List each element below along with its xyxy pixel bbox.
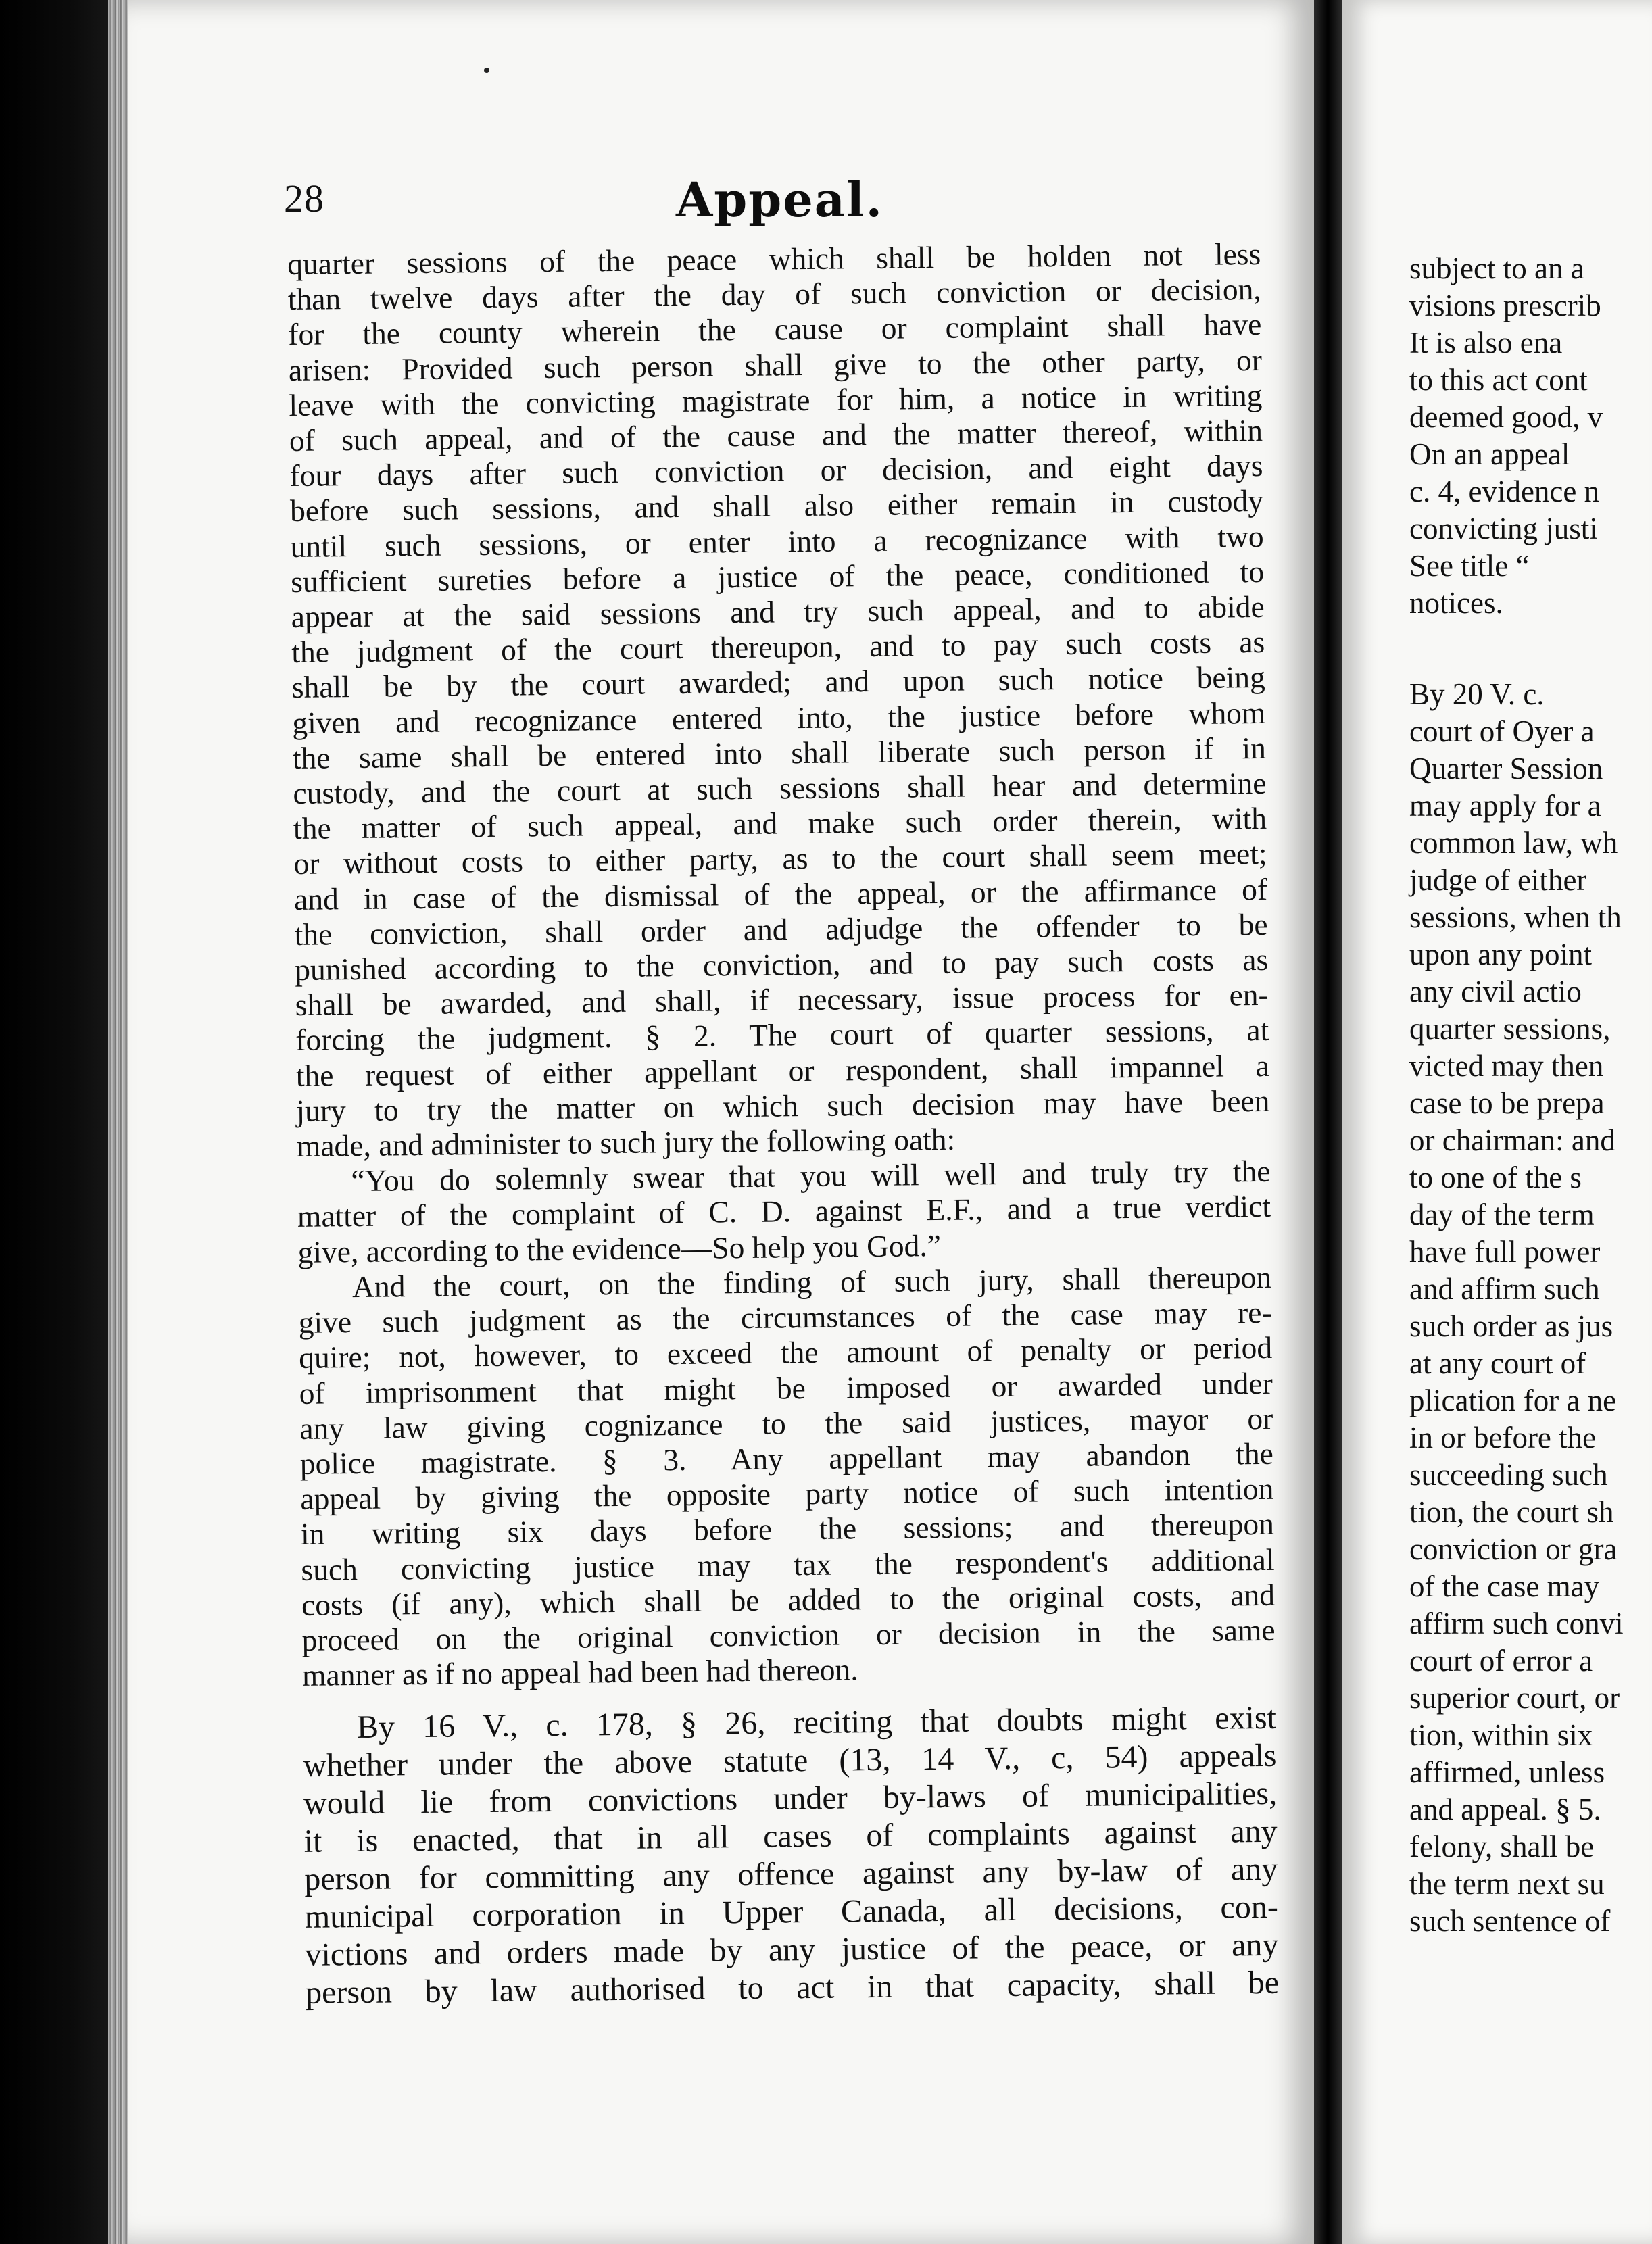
right-text-line: subject to an a <box>1409 251 1584 285</box>
text-line: victions and orders made by any justice of the peace, or any <box>305 1927 1279 1974</box>
right-column-top <box>1409 250 1652 622</box>
text-line: the conviction, shall order and adjudge the offender to be <box>294 906 1268 952</box>
text-line: quire; not, however, to exceed the amount of penalty or period <box>298 1330 1273 1375</box>
right-text-line: any civil actio <box>1409 975 1582 1008</box>
right-text-line: quarter sessions, <box>1409 1012 1611 1046</box>
right-column-bottom <box>1409 676 1652 1940</box>
right-text-line: deemed good, v <box>1409 400 1603 434</box>
right-text-line: plication for a ne <box>1409 1384 1617 1417</box>
text-line: the request of either appellant or respondent, shall impannel a <box>295 1048 1270 1093</box>
text-line: in writing six days before the sessions; and thereupon <box>300 1507 1275 1552</box>
text-line: By 16 V., c. 178, § 26, reciting that doubts might exist <box>356 1700 1277 1746</box>
right-text-line: such sentence of <box>1409 1904 1611 1938</box>
right-text-line: visions prescrib <box>1409 289 1601 322</box>
text-line: given and recognizance entered into, the justice before whom <box>292 695 1266 740</box>
right-text-line: affirmed, unless <box>1409 1755 1605 1789</box>
page-number: 28 <box>284 176 324 220</box>
right-text-line: It is also ena <box>1409 326 1563 360</box>
right-text-line: See title “ <box>1409 549 1530 583</box>
right-text-line: common law, wh <box>1409 826 1618 860</box>
right-text-line: at any court of <box>1409 1346 1586 1380</box>
text-line: And the court, on the finding of such jury, shall thereupon <box>351 1259 1272 1304</box>
text-line: municipal corporation in Upper Canada, all decisions, con- <box>304 1889 1279 1936</box>
paragraph-by-laws <box>303 1699 1280 2012</box>
text-line: person for committing any offence against any by-law of any <box>304 1851 1278 1898</box>
paragraph-judgment <box>298 1260 1276 1693</box>
right-text-line: and appeal. § 5. <box>1409 1792 1601 1826</box>
text-line: whether under the above statute (13, 14 V., c, 54) appeals <box>303 1738 1277 1784</box>
text-line: punished according to the conviction, and to pay such costs as <box>294 942 1269 987</box>
paragraph-statute <box>287 237 1270 1164</box>
text-line: of such appeal, and of the cause and the matter thereof, within <box>289 412 1263 458</box>
right-text-line: or chairman: and <box>1409 1123 1615 1157</box>
text-line: the matter of such appeal, and make such order therein, with <box>293 801 1267 846</box>
text-line: shall be awarded, and shall, if necessary, issue process for en- <box>295 977 1269 1023</box>
oath-line: matter of the complaint of C. D. against E.F., and a true verdict <box>297 1189 1271 1234</box>
paragraph-oath <box>297 1154 1271 1270</box>
right-text-line: of the case may <box>1409 1569 1600 1603</box>
text-line: proceed on the original conviction or decision in the same <box>301 1612 1276 1657</box>
text-line: sufficient sureties before a justice of the peace, conditioned to <box>290 554 1265 599</box>
right-text-line: and affirm such <box>1409 1272 1600 1306</box>
text-line: such convicting justice may tax the respondent's additional <box>301 1542 1275 1587</box>
oath-line: “You do solemnly swear that you will well and truly try the <box>351 1154 1271 1198</box>
right-text-line: to one of the s <box>1409 1161 1582 1194</box>
right-text-line: affirm such convi <box>1409 1607 1624 1640</box>
right-text-line: day of the term <box>1409 1198 1595 1231</box>
text-line: give such judgment as the circumstances of the case may re- <box>298 1294 1272 1340</box>
text-line: custody, and the court at such sessions shall hear and determine <box>293 765 1267 811</box>
text-line: forcing the judgment. § 2. The court of quarter sessions, at <box>295 1013 1269 1058</box>
right-text-line: may apply for a <box>1409 789 1601 823</box>
text-line: appear at the said sessions and try such appeal, and to abide <box>291 589 1265 634</box>
right-text-line: c. 4, evidence n <box>1409 474 1600 508</box>
text-line: it is enacted, that in all cases of complaints against any <box>303 1813 1278 1860</box>
right-text-line: convicting justi <box>1409 512 1598 545</box>
text-line: quarter sessions of the peace which shall be holden not less <box>287 236 1261 281</box>
right-text-line: superior court, or <box>1409 1681 1620 1715</box>
right-text-line: tion, within six <box>1409 1718 1593 1752</box>
text-line: until such sessions, or enter into a recognizance with two <box>290 518 1264 564</box>
text-line: leave with the convicting magistrate for him, a notice in writing <box>289 377 1263 422</box>
page-edge-stack <box>108 0 128 2244</box>
right-text-line: tion, the court sh <box>1409 1495 1614 1529</box>
text-line: person by law authorised to act in that capacity, shall be <box>305 1965 1280 2011</box>
page-header <box>284 172 1250 243</box>
right-text-line: succeeding such <box>1409 1458 1608 1492</box>
right-text-line: case to be prepa <box>1409 1086 1605 1120</box>
right-text-line: in or before the <box>1409 1421 1597 1455</box>
text-line: and in case of the dismissal of the appeal, or the affirmance of <box>293 871 1268 917</box>
text-line: the same shall be entered into shall liberate such person if in <box>292 730 1267 775</box>
right-text-line: court of Oyer a <box>1409 714 1595 748</box>
right-text-line: By 20 V. c. <box>1409 677 1545 711</box>
right-text-line: judge of either <box>1409 863 1587 897</box>
text-line: the judgment of the court thereupon, and to pay such costs as <box>291 625 1265 670</box>
right-column-text <box>1409 250 1652 1940</box>
right-column-gap <box>1409 622 1652 676</box>
left-column-text <box>287 237 1279 2012</box>
text-line: any law giving cognizance to the said justices, mayor or <box>299 1400 1273 1446</box>
right-text-line: notices. <box>1409 586 1503 620</box>
text-line: arisen: Provided such person shall give to the other party, or <box>288 342 1263 387</box>
right-text-line: to this act cont <box>1409 363 1588 397</box>
right-text-line: upon any point <box>1409 937 1592 971</box>
text-line: than twelve days after the day of such conviction or decision, <box>287 272 1262 317</box>
right-text-line: the term next su <box>1409 1867 1605 1901</box>
text-line: four days after such conviction or decision, and eight days <box>289 448 1263 493</box>
text-line: appeal by giving the opposite party notice of such intention <box>300 1471 1274 1517</box>
text-line: manner as if no appeal had been had thereon. <box>301 1652 858 1693</box>
oath-line: give, according to the evidence—So help you God.” <box>297 1227 942 1269</box>
right-text-line: Quarter Session <box>1409 752 1603 785</box>
text-line: made, and administer to such jury the following oath: <box>296 1121 956 1164</box>
book-spine <box>1314 0 1342 2244</box>
text-line: for the county wherein the cause or complaint shall have <box>288 307 1262 352</box>
text-line: police magistrate. § 3. Any appellant may abandon the <box>299 1436 1274 1481</box>
text-line: jury to try the matter on which such decision may have been <box>296 1083 1270 1128</box>
text-line: would lie from convictions under by-laws of municipalities, <box>303 1776 1278 1822</box>
right-text-line: sessions, when th <box>1409 900 1622 934</box>
right-text-line: felony, shall be <box>1409 1830 1595 1863</box>
scan-border-left <box>0 0 122 2244</box>
text-line: of imprisonment that might be imposed or awarded under <box>299 1365 1273 1411</box>
right-text-line: victed may then <box>1409 1049 1604 1083</box>
right-text-line: conviction or gra <box>1409 1532 1618 1566</box>
text-line: shall be by the court awarded; and upon such notice being <box>291 660 1266 705</box>
text-line: before such sessions, and shall also either remain in custody <box>289 483 1264 529</box>
running-title: Appeal. <box>676 172 884 228</box>
right-text-line: On an appeal <box>1409 437 1570 471</box>
text-line: or without costs to either party, as to the court shall seem meet; <box>293 836 1267 881</box>
right-text-line: have full power <box>1409 1235 1601 1269</box>
text-line: costs (if any), which shall be added to the original costs, and <box>301 1577 1276 1622</box>
right-text-line: court of error a <box>1409 1644 1593 1678</box>
ink-speck <box>484 68 489 73</box>
right-text-line: such order as jus <box>1409 1309 1613 1343</box>
